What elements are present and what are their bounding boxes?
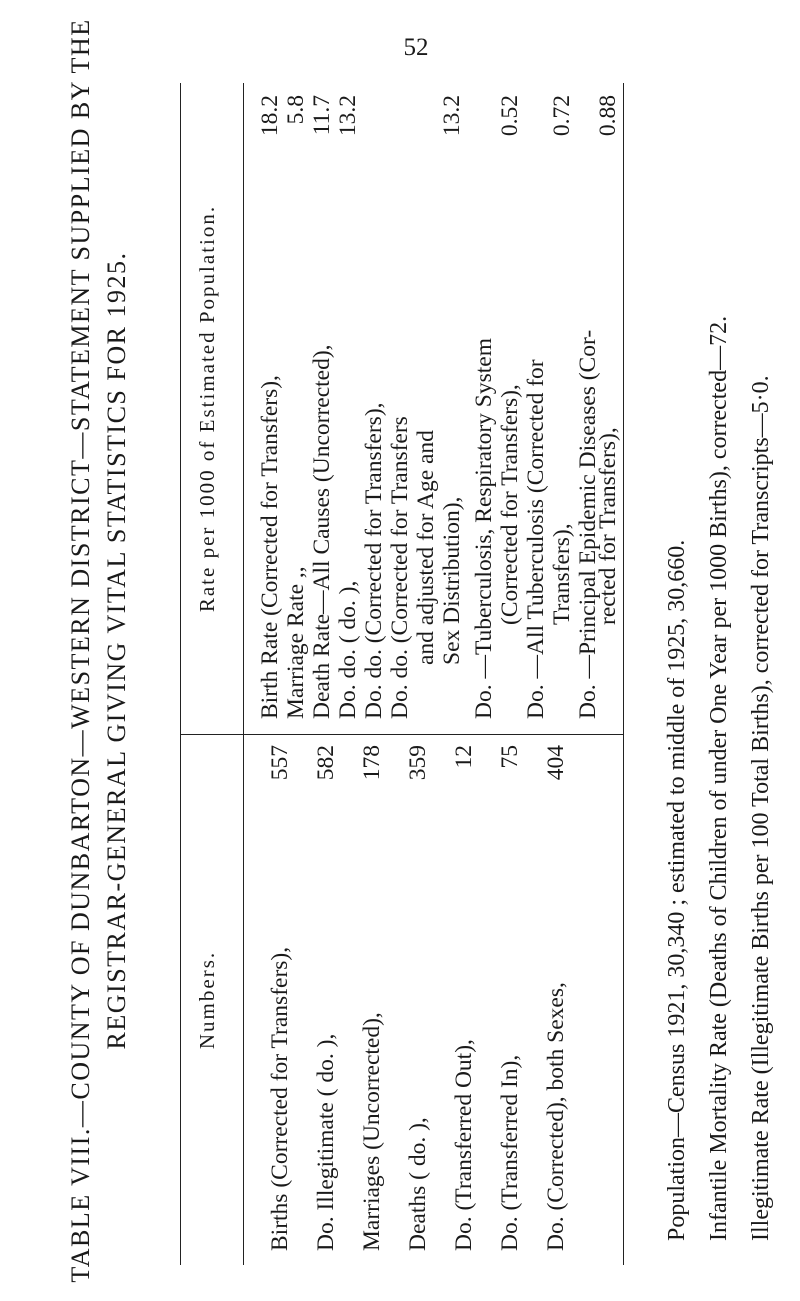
row-value: 178 xyxy=(359,745,385,781)
row-label: Sex Distribution), xyxy=(439,496,465,665)
rate-heading: Rate per 1000 of Estimated Population. xyxy=(195,204,219,613)
row-label: Do. (Corrected), both Sexes, xyxy=(543,982,569,1251)
numbers-row xyxy=(311,741,341,1251)
numbers-row xyxy=(449,741,479,1251)
row-label: Do. —All Tuberculosis (Corrected for xyxy=(523,359,549,719)
row-value: 582 xyxy=(313,745,339,781)
row-value: 0.72 xyxy=(549,95,575,137)
row-label: Birth Rate (Corrected for Transfers), xyxy=(257,375,283,719)
row-label: Death Rate—All Causes (Uncorrected), xyxy=(309,344,335,719)
row-value: 359 xyxy=(405,745,431,781)
row-label: Deaths ( do. ), xyxy=(405,1117,431,1251)
row-label: and adjusted for Age and xyxy=(413,430,439,665)
row-value: 13.2 xyxy=(335,95,361,137)
infantile-mortality-footnote: Infantile Mortality Rate (Deaths of Children of under One Year per 1000 Births), corrected—72. xyxy=(706,315,732,1241)
row-label: Transfers), xyxy=(549,523,575,625)
row-label: Births (Corrected for Transfers), xyxy=(267,946,293,1251)
row-label: Do. do. (Corrected for Transfers xyxy=(387,416,413,719)
row-value: 5.8 xyxy=(283,95,309,125)
rate-row xyxy=(593,89,623,625)
rate-row xyxy=(437,89,467,665)
row-label: rected for Transfers), xyxy=(595,427,621,625)
row-value: 13.2 xyxy=(439,95,465,137)
numbers-row xyxy=(357,741,387,1251)
row-label: Do. —Tuberculosis, Respiratory System xyxy=(471,337,497,719)
row-value: 18.2 xyxy=(257,95,283,137)
row-label: (Corrected for Transfers), xyxy=(497,384,523,625)
row-label: Do. (Transferred In), xyxy=(497,1054,523,1251)
numbers-row xyxy=(541,741,571,1251)
row-value: 12 xyxy=(451,745,477,769)
population-footnote: Population—Census 1921, 30,340 ; estimated to middle of 1925, 30,660. xyxy=(664,539,690,1241)
numbers-row xyxy=(495,741,525,1251)
row-value: 0.88 xyxy=(595,95,621,137)
numbers-heading: Numbers. xyxy=(195,950,219,1050)
column-divider xyxy=(181,734,623,735)
header-rule xyxy=(243,83,244,1265)
row-label: Do. do. (Corrected for Transfers), xyxy=(361,402,387,719)
row-label: Do. (Transferred Out), xyxy=(451,1039,477,1251)
row-label: Do. do. ( do. ), xyxy=(335,580,361,719)
table-title-line-1: TABLE VIII.—COUNTY OF DUNBARTON—WESTERN DISTRICT—STATEMENT SUPPLIED BY THE xyxy=(66,18,95,1283)
row-label: Marriage Rate ,, xyxy=(283,566,309,719)
row-value: 404 xyxy=(543,745,569,781)
row-value: 75 xyxy=(497,745,523,769)
row-value: 11.7 xyxy=(309,95,335,136)
row-label: Do. —Principal Epidemic Diseases (Cor- xyxy=(575,329,601,719)
row-label: Marriages (Uncorrected), xyxy=(359,1012,385,1251)
vital-statistics-table xyxy=(180,83,624,1265)
row-label: Do. Illegitimate ( do. ), xyxy=(313,1033,339,1251)
numbers-row xyxy=(265,741,295,1251)
numbers-row xyxy=(403,741,433,1251)
page-number: 52 xyxy=(403,34,429,61)
table-title-line-2: REGISTRAR-GENERAL GIVING VITAL STATISTICS FOR 1925. xyxy=(102,251,131,1050)
row-value: 557 xyxy=(267,745,293,781)
row-value: 0.52 xyxy=(497,95,523,137)
illegitimate-rate-footnote: Illegitimate Rate (Illegitimate Births per 100 Total Births), corrected for Transcripts—5·0. xyxy=(748,375,774,1241)
